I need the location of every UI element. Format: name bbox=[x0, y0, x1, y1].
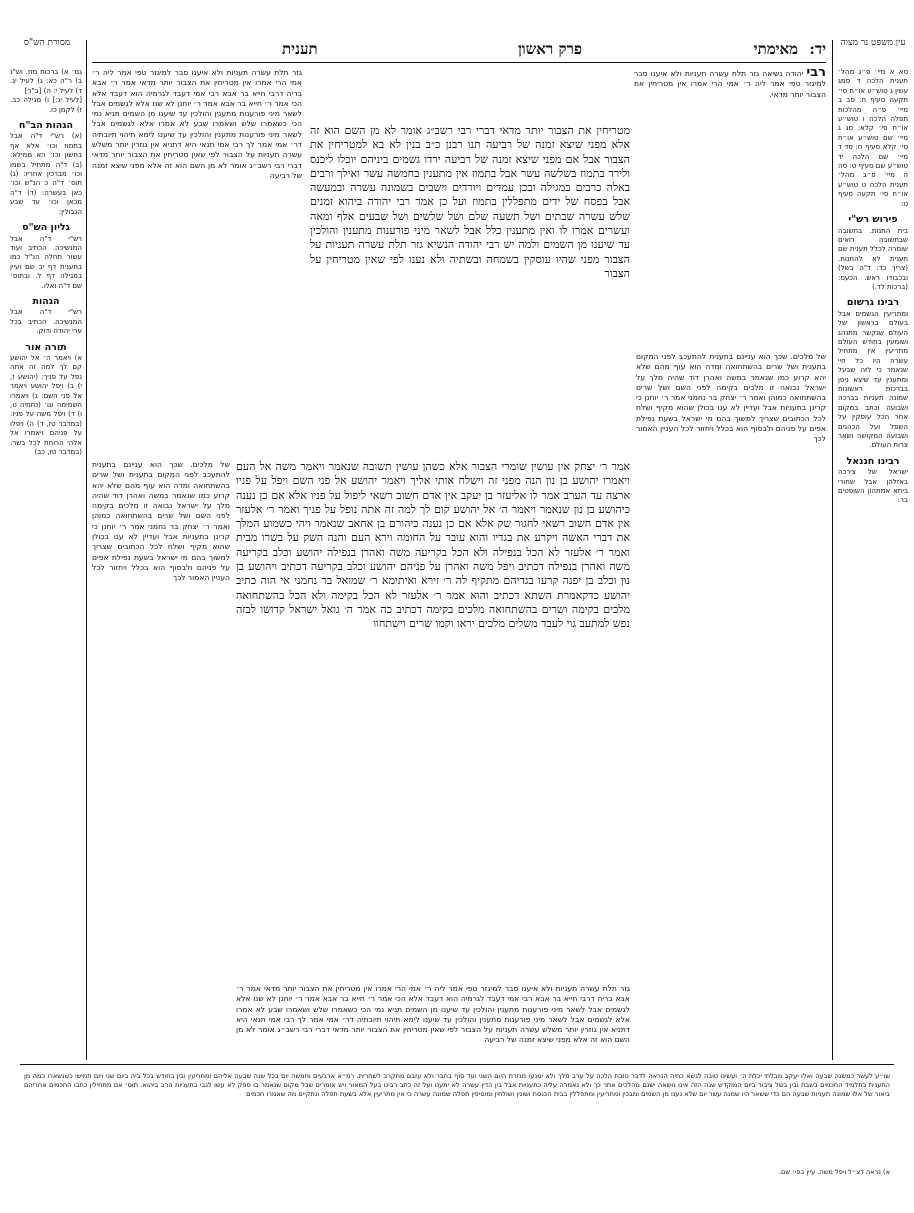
ein-mishpat-text: סא א מיי׳ פ״ג מהל׳ תענית הלכה ד סמג עשין ג טוש״ע או״ח סי׳ תקעה סעיף ח: סב ב מיי׳ פ״ה מהלכות תפלה הלכה ו טוש״ע או״ח סי׳ קלא: סג ג מיי׳ שם טוש״ע או״ח סי׳ קלא סעיף ח: סד ד מיי׳ שם הלכה יד טוש״ע שם סעיף ט: סה ה מיי׳ פ״ב מהל׳ תענית הלכה ט טוש״ע או״ח סי׳ תקעה סעיף ט: bbox=[838, 68, 908, 208]
page-number bbox=[706, 40, 826, 59]
gemara-opening-word: רבי bbox=[806, 68, 826, 80]
gershom-title: רבינו גרשום bbox=[846, 297, 900, 309]
hagahot-title: הגהות הב"ח bbox=[18, 120, 74, 132]
tosafot-column bbox=[92, 68, 302, 448]
page-header-center bbox=[282, 40, 582, 59]
masoret-text-2: [לעיל יג:] ו) מגילה כב. ז) לקמן כו. bbox=[10, 96, 82, 114]
rule-left-margin bbox=[86, 40, 87, 1060]
hagahot2-text: רש"י ד"ה אבל המנשיכה. הכתיב בכל ערי יהודה ודוק. bbox=[10, 308, 82, 336]
tosafot-lower-column bbox=[92, 460, 230, 1052]
gershom-text: ומתריעין הגשמים אבל בעולם בראשון של העולם שנקשר מתנהג ושומעין בחודש העולם מתריעין אין מתחיל עשרה היו כל חיי שנאמר כי לזה שבעל ומתענין עד שיצא ניסן בברכות ראשונות שמונה תעניות בברכה ושבועה וכתב במקום אחר הכל עוסקין על השפל ועל הכהנים ושבועה המקושה ושאר צרות העולם. bbox=[838, 309, 908, 450]
perush-title: פירוש רש"י bbox=[848, 214, 898, 226]
masoret-label: מסורת הש"ס bbox=[23, 38, 71, 48]
gemara-third-text: מתקיף לה ר׳ זירא ואיתימא ר׳ שמואל בר נחמני אי הוה כתיב יהושע כדקאמרת השתא דכתיב והוא אמר ר׳ אלעזר לא הכל בקימה ולא הכל בהשתחואה מלכים בקימה ושרים בהשתחואה מלכים בקימה דכתיב כה אמר ה׳ גואל ישראל קדושו לבזה נפש למתעב גוי לעבד משלים מלכים יראו וקמו שרים וישתחוו bbox=[236, 574, 630, 631]
tosafot-lower-text: של מלכים. שכך הוא עניינם בתענית להתעכב לפני המקום בתענית ושל שרים בהשתחואה ומדה הוא עוף מהם שלא יהא קרוע כמו שנאמר במשה ואהרן דוד שהיה מלך על ישראל נבואה זו מלכים בקימה לפני השם ושל שרים בהשתחואה כמוהן ואמר ר׳ יצחק בר נחמני אמר ר׳ יוחנן כי קרינן בתעניות אבל ועדיין לא ענו בכולן שהוא מקיף ושלח לכל הכתובים שצריך למשוך בהם מי ישראל בשעת נפילת אפים על פניהם ולבסוף הוא בכלל ויחזור לכל העניין האמור לכך bbox=[92, 460, 230, 583]
gemara-second bbox=[236, 460, 630, 980]
commentary-bottom-strip bbox=[236, 984, 630, 1058]
rashi-column bbox=[634, 68, 826, 348]
left-margin-column bbox=[10, 68, 82, 1058]
rule-footer bbox=[20, 1064, 894, 1065]
hagahot-text: (א) רש"י ד"ה אבל בתמוז וכו׳ אלא אף בחשון וכו׳ הא ממילא: (ב) ד"ה מתחיל בשמו וכו׳ מברכין אחריו: (ג) תוס׳ ד"ה כ הנ"ש וכו׳ כאן בעשרה: (ד) ד"ה מכאן וכו׳ עד שבע הגבולין: bbox=[10, 132, 82, 216]
gemara-main-text: מטריחין את הצבור יותר מדאי דברי רבי רשב״ג אומר לא מן השם הוא זה אלא מפני שיצא זמנה של רביעה תנו רבנן כ״ב בנין לא בא למטריחין את הצבור אבל אם מפני שיצא זמנה של רביעה ירדו גשמים ביניהם יוכלו ליכנס ולירד בתמוז בשלשה עשר אבל בתמוז אין מתענין בחמשה עשר ואילך ורבים באלה כרבים במגילה ובכן עמדים ויורדים וישבים בשמונה עשרה ובמעשה אבל בפסח של ידים מתפללין בתמוז ועל כן אמר רבי יהודה ביהוא זמנים שלש עשרה שבתים ושל תשעה שלם ושל שלשים ושל שבעים אלף ומאה ועשרים אמרו לו ואין מתענין כלל אבל לשאר מיני פורענות מתענין והולכין עד שיענו מן השמים ולמה יש רבי יהודה הנשיא גזר תלת עשרה תעניות על הצבור מפני שהיו עוסקין בשמחה ובשתיה ולא נענו לפי שאין מטריחין על הצבור bbox=[310, 124, 630, 280]
torah-text: א) ויאמר ה׳ אל יהושע קם לך למה זה אתה נפל על פניך: (יהושע ז, י) ב) ויפל יהושע ויאמר אל פני השם: ג) ויאמרו השמימה וגו׳ (נחמיה ט, ו) ד) ויפל משה על פניו: (במדבר טז, ד) ה) ויפלו על פניהם ויאמרו אל אלהי הרוחת לכל בשר: (במדבר טז, כב) bbox=[10, 353, 82, 457]
rule-right-margin bbox=[832, 40, 833, 1060]
gemara-opening-text: יהודה נשיאה גזר תלת עשרה תעניות ולא איענו סבר למיגזר טפי אמר ליה ר׳ אמי הרי אמרו אין מטריחין את הצבור יותר מדאי. bbox=[634, 69, 826, 99]
nanal-text: ישראל של צירכה באזלהן אבל שחורי ביתא אמתהון השופטים בר: bbox=[838, 468, 908, 505]
gemara-main bbox=[310, 124, 630, 454]
page-num: יד: bbox=[809, 40, 826, 58]
rashi-lower-column bbox=[636, 352, 826, 1052]
tractate-name: תענית bbox=[282, 40, 318, 58]
torah-title: תורה אור bbox=[25, 341, 67, 353]
gilyon-title: גליון הש"ס bbox=[22, 222, 70, 234]
ein-mishpat-label: עין משפט נר מצוה bbox=[840, 38, 906, 48]
rule-header bbox=[92, 62, 826, 63]
bottom-note: א) נראה דצ״ל ויפל משה. עיין בפי׳ שם. bbox=[778, 1168, 890, 1176]
masoret-text: גמ׳ א) ברכות מח. וש"נ ב) ר"ה כא: ג) לעיל יג. ד) לעיל י: ה) [ב"ר] bbox=[10, 68, 82, 95]
commentary-bottom-text: גזר תלת עשרה תעניות ולא איענו סבר למיגזר טפי אמר ליה ר׳ אמי הרי אמרו אין מטריחין את הצבור יותר מדאי אמר ר׳ אבא בריה דרבי חייא בר אבא רבי אמי דעבד לגרמיה הוא דעבד אלא הכי אמר ר׳ חייא בר אבא אמר ר׳ יוחנן לא שנו אלא לגשמים אבל לשאר מיני פורענות מתענין והולכין עד שיענו מן השמים תניא נמי הכי כשאמרו שלש ושאמרו שבע לא אמרו אלא לגשמים אבל לשאר מיני פורענות מתענין והולכין עד שיענו לימא תיהוי תיובתיה דר׳ אמי אמר לך רבי אמי תנאי היא דתניא אין גוזרין יותר משלש עשרה תעניות על הצבור לפי שאין מטריחין את הצבור יותר מדאי דברי רבי רשב״ג אומר לא מן השם הוא זה אלא מפני שיצא זמנה של רביעה bbox=[236, 984, 630, 1045]
footnote-block: שו״ע לעשר כמשנה שבעה ואלו יעקב מבלתי יכלת ה׳ ועשינו טובה לנשא כחיה הנראה לדבר טובת הלכה על ערב מלך ולא ימנעו מגזרת היום השני ועד סוף בחבר ולא עזבם מתקרב לשחרית. רמ״א ארבעים וחמשה יום בכל שנה שבעה אליהם ומתריעין ובין בחודש בכל ביה ביום שני ויום חמישי כשנשארו כמה מן התענית בתלמיד החכמים בשבת ובין בשל ציבור ביום המוקדש שנה הזה אינו נושאה ישנם מהלכים אחר כך ולא נאמרה עליה כתעניות אבל בין הדין עשרה לא יתענו ועל זה כתב רבינו בעל המאור ויש אומרים שכל מקום שנאמר בו ספק לא עשו לגבי בתעניות הרב ביהוא. תוס׳ אם מתחילין כתבו החכמים אחריהם ביאור של אלו שמונה תעניות שבעה הם כדי ששאר היו שמנה עשר יום שלא נענו מן השמים ומבכין ומתריעין ומתפללין בבית הכנסת ושונין ושולחין ומוסיפין תפלה שמונה עשרה כי אין מתריעין אלא בשעת תפלה ונתקיים מה שאמרו חכמים bbox=[24, 1072, 890, 1098]
tosafot-text: גזר תלת עשרה תעניות ולא איענו סבר למיגזר טפי אמר ליה ר׳ אמי הרי אמרו אין מטריחין את הצבור יותר מדאי אמר ר׳ אבא בריה דרבי חייא בר אבא רבי אמי דעבד לגרמיה הוא דעבד אלא הכי אמר ר׳ חייא בר אבא אמר ר׳ יוחנן לא שנו אלא לגשמים אבל לשאר מיני פורענות מתענין והולכין עד שיענו מן השמים תניא נמי הכי כשאמרו שלש ושאמרו שבע לא אמרו אלא לגשמים אבל לשאר מיני פורענות מתענין והולכין עד שיענו לימא תיהוי תיובתיה דר׳ אמי אמר לך רבי אמי תנאי היא דתניא אין גוזרין יותר משלש עשרה תעניות על הצבור לפי שאין מטריחין את הצבור יותר מדאי דברי רבי רשב״ג אומר לא מן השם הוא זה אלא מפני שיצא זמנה של רביעה bbox=[92, 68, 302, 180]
chapter-name: פרק ראשון bbox=[517, 40, 582, 58]
perush-text: בית התנות. בתשובה שבתשובה רואים שומרה לכלל תענית שם תענית לא להתנות. (צריך כד: ד"ה בשל) ובכבודו ראש. הכעס: (ברכות לד.) bbox=[838, 226, 908, 291]
right-margin-column bbox=[838, 68, 908, 1058]
gemara-second-text: אמר ר׳ יצחק אין עושין שומרי הצבור אלא כשהן עושין תשובה שנאמר ויאמר משה אל העם ויאמרו יהושע בן נון הנה מפני זה וישלח אותי אליך ויאמר יהושע אל פני השם ויפל על פניו ארצה עד הערב אמר לו אליעזר בן יעקב אין אדם חשוב רשאי ליפול על פניו אלא אם כן נענה כיהושע בן נון שנאמר ויאמר ה׳ אל יהושע קום לך למה זה אתה נופל על פניך ואמר ר׳ אלעזר אין אדם חשוב רשאי לחגור שק אלא אם כן נענה כיהורם בן אחאב שנאמר ויהי כשמוע המלך את דברי האשה ויקרע את בגדיו והוא עובר על החומה וירא העם והנה השק על בשרו מבית ואמר ר׳ אלעזר לא הכל בנפילה ולא הכל בקריעה משה ואהרן בנפילה יהושע וכלב בקריעה משה ואהרן בנפילה דכתיב ויפל משה ואהרן על פניהם יהושע וכלב בקריעה דכתיב ויהושע בן נון וכלב בן יפנה קרעו בגדיהם bbox=[236, 460, 630, 588]
gilyon-text: רש"י ד"ה אבל המנשיכה. הכתיב ועוד עשור תחלה הנ"ל כמו בתענית דף יב שם ועיין במגילה דף ל. ובתוס׳ שם ד"ה ואלו. bbox=[10, 234, 82, 290]
nanal-title: רבינו חננאל bbox=[846, 455, 900, 467]
hagahot2-title: הגהות bbox=[32, 295, 60, 307]
chapter-title: מאימתי bbox=[753, 40, 799, 58]
rashi-lower-text: של מלכים. שכך הוא עניינם בתענית להתעכב לפני המקום בתענית ושל שרים בהשתחואה ומדה הוא עוף מהם שלא יהא קרוע כמו שנאמר במשה ואהרן דוד שהיה מלך על ישראל נבואה זו מלכים בקימה לפני השם ושל שרים בהשתחואה כמוהן ואמר ר׳ יצחק בר נחמני אמר ר׳ יוחנן כי קרינן בתעניות אבל ועדיין לא ענו בכולן שהוא מקיף ושלח לכל הכתובים שצריך למשוך בהם מי ישראל בשעת נפילת אפים על פניהם ולבסוף הוא בכלל ויחזור לכל העניין האמור לכך bbox=[636, 352, 826, 444]
